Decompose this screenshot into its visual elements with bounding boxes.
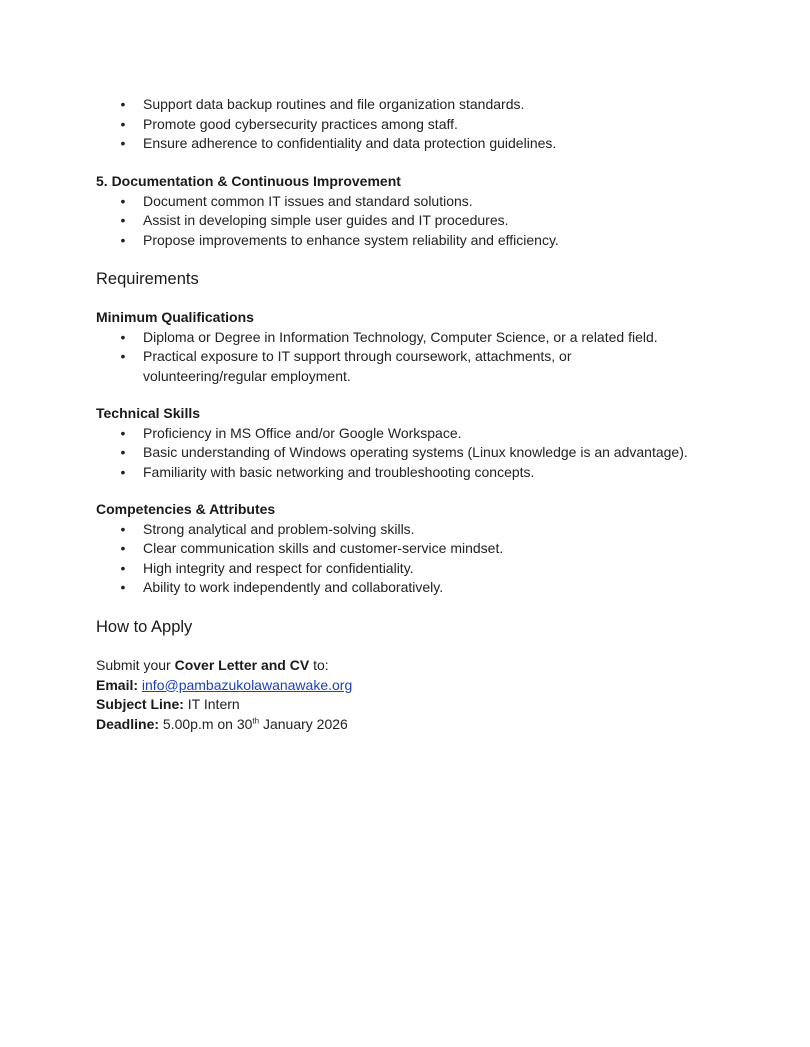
- documentation-section: [96, 172, 756, 250]
- list-item: • Familiarity with basic networking and troubleshooting concepts.: [96, 463, 756, 483]
- apply-details: [96, 656, 756, 734]
- list-item: • Clear communication skills and customer-service mindset.: [96, 539, 756, 559]
- subject-line: Subject Line: IT Intern: [96, 696, 240, 712]
- bullet-icon: •: [120, 559, 126, 576]
- bullet-icon: •: [120, 520, 126, 537]
- technical-skills-heading: Technical Skills: [96, 405, 201, 421]
- bullet-icon: •: [120, 463, 126, 480]
- min-qualifications-section: [96, 308, 756, 386]
- submit-line: Submit your Cover Letter and CV to:: [96, 657, 329, 673]
- bullet-icon: •: [120, 115, 126, 132]
- how-to-apply-heading: How to Apply: [96, 618, 193, 636]
- subject-label: Subject Line:: [96, 696, 184, 712]
- security-bullets: [96, 95, 756, 154]
- bullet-icon: •: [120, 579, 126, 595]
- bullet-icon: •: [120, 212, 126, 228]
- bullet-icon: •: [120, 135, 126, 151]
- list-item: • Diploma or Degree in Information Technology, Computer Science, or a related field.: [96, 328, 756, 348]
- list-item: • Ensure adherence to confidentiality and data protection guidelines.: [96, 134, 756, 154]
- bullet-icon: •: [120, 444, 126, 460]
- bullet-icon: •: [120, 96, 126, 112]
- email-link[interactable]: info@pambazukolawanawake.org: [141, 676, 353, 693]
- email-line: [96, 676, 756, 696]
- list-item: • Strong analytical and problem-solving skills.: [96, 520, 756, 540]
- bullet-icon: •: [120, 231, 126, 248]
- list-item: • Ability to work independently and collaboratively.: [96, 578, 756, 598]
- requirements-heading: Requirements: [96, 270, 199, 288]
- technical-skills-section: [96, 404, 756, 482]
- documentation-heading: 5. Documentation & Continuous Improvement: [96, 173, 401, 189]
- bullet-icon: •: [120, 540, 126, 556]
- list-item: • High integrity and respect for confidentiality.: [96, 559, 756, 579]
- list-item: • Proficiency in MS Office and/or Google Workspace.: [96, 424, 756, 444]
- list-item: • Practical exposure to IT support through coursework, attachments, or volunteering/regular employment.: [96, 347, 756, 386]
- list-item: • Assist in developing simple user guides and IT procedures.: [96, 211, 756, 231]
- email-label: Email:: [96, 676, 139, 693]
- min-qualifications-heading: Minimum Qualifications: [96, 309, 254, 325]
- bullet-icon: •: [120, 192, 126, 209]
- competencies-section: [96, 500, 756, 598]
- deadline-line: Deadline: 5.00p.m on 30th January 2026: [96, 715, 348, 732]
- list-item: • Propose improvements to enhance system reliability and efficiency.: [96, 231, 756, 251]
- competencies-heading: Competencies & Attributes: [96, 501, 276, 517]
- list-item: • Document common IT issues and standard solutions.: [96, 192, 756, 212]
- list-item: • Support data backup routines and file organization standards.: [96, 95, 756, 115]
- bullet-icon: •: [120, 424, 126, 441]
- deadline-label: Deadline:: [96, 715, 160, 732]
- bullet-icon: •: [120, 328, 126, 345]
- list-item: • Basic understanding of Windows operating systems (Linux knowledge is an advantage).: [96, 443, 756, 463]
- list-item: • Promote good cybersecurity practices among staff.: [96, 115, 756, 135]
- bullet-icon: •: [120, 348, 126, 364]
